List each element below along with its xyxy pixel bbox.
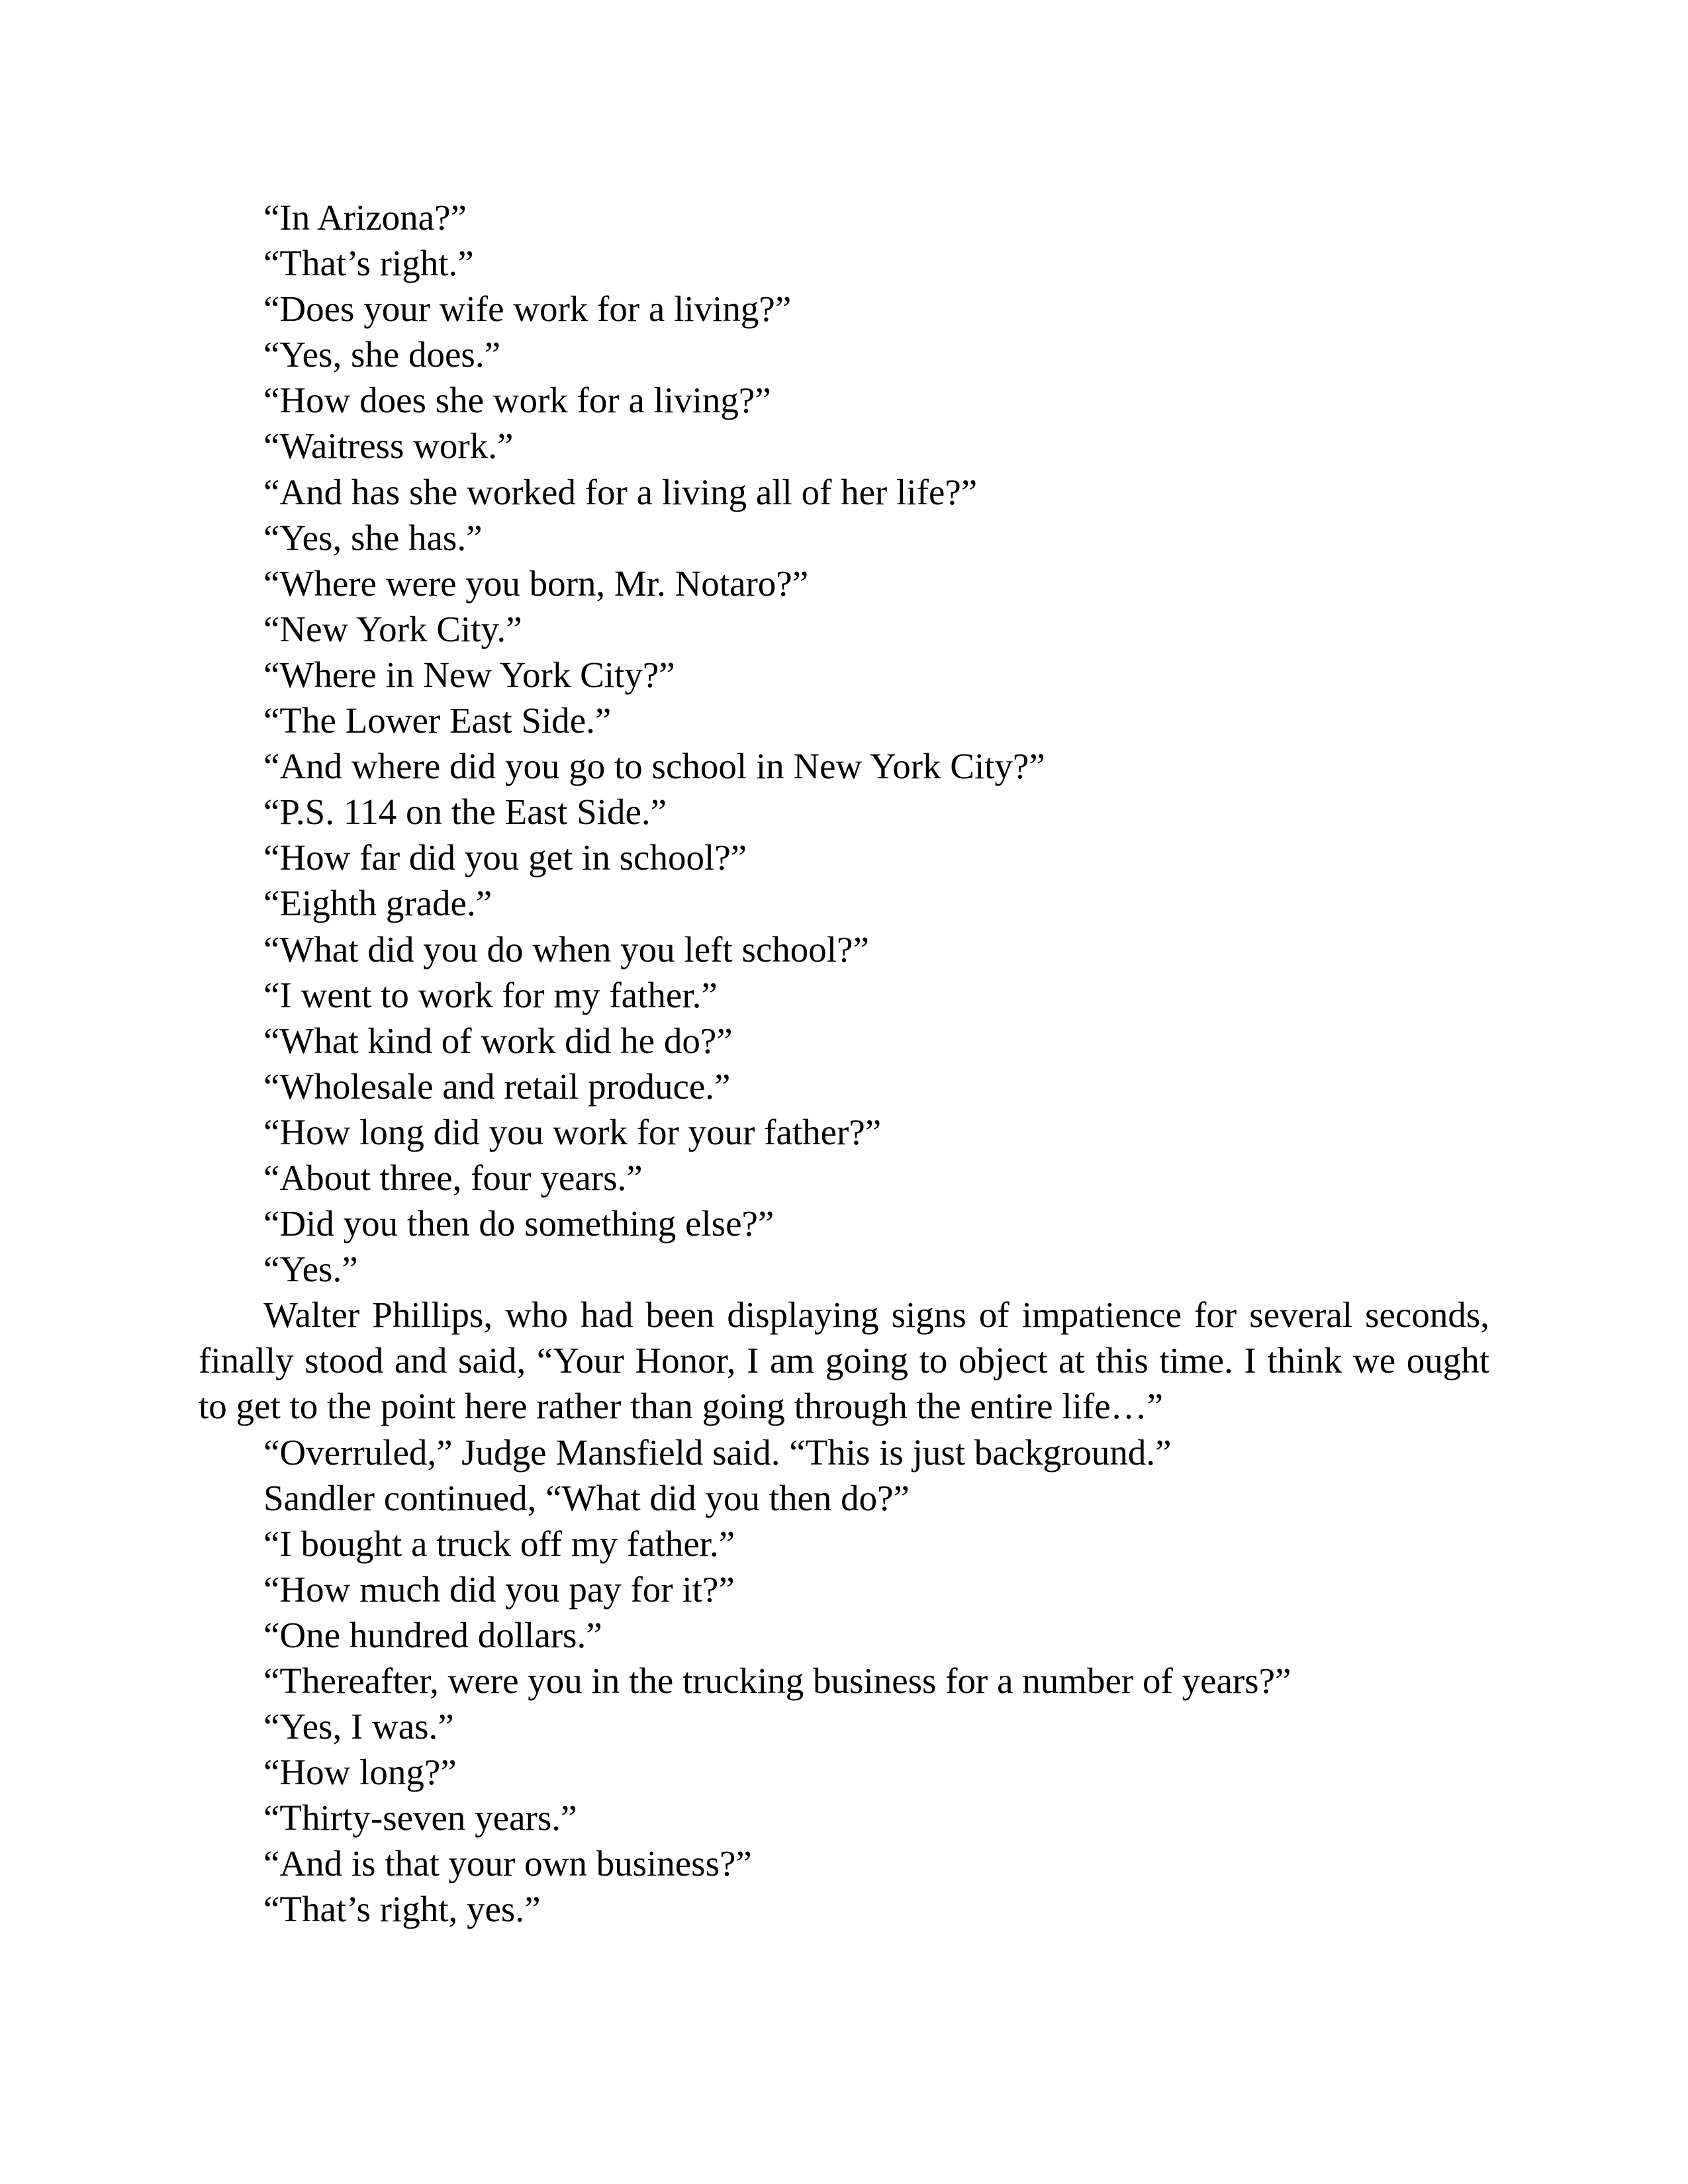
paragraph: “How much did you pay for it?” xyxy=(263,1569,735,1610)
paragraph: “Did you then do something else?” xyxy=(263,1203,774,1244)
paragraph: “What did you do when you left school?” xyxy=(263,929,869,970)
paragraph: “And has she worked for a living all of her life?” xyxy=(263,471,978,512)
paragraph: “Does your wife work for a living?” xyxy=(263,289,792,330)
paragraph: “In Arizona?” xyxy=(263,197,467,238)
paragraph: “How does she work for a living?” xyxy=(263,380,771,421)
paragraph: “Thirty-seven years.” xyxy=(263,1797,577,1839)
paragraph: “And is that your own business?” xyxy=(263,1843,752,1884)
paragraph: “One hundred dollars.” xyxy=(263,1614,602,1655)
paragraph: Walter Phillips, who had been displaying signs of impatience for several seconds, finally stood and said, “Your Honor, I am going to object at this time. I think we ought to get to the point here rather than going through the entire life…” xyxy=(199,1295,1489,1427)
paragraph: “Thereafter, were you in the trucking business for a number of years?” xyxy=(263,1661,1291,1701)
paragraph: “Overruled,” Judge Mansfield said. “This is just background.” xyxy=(263,1432,1172,1473)
paragraph: “Yes, she does.” xyxy=(263,334,500,375)
paragraph: “Eighth grade.” xyxy=(263,883,492,924)
paragraph: “Waitress work.” xyxy=(263,426,514,467)
paragraph: “Where in New York City?” xyxy=(263,654,675,695)
paragraph: “How far did you get in school?” xyxy=(263,837,747,878)
paragraph: “New York City.” xyxy=(263,608,522,649)
paragraph: “How long?” xyxy=(263,1752,457,1793)
paragraph: “P.S. 114 on the East Side.” xyxy=(263,792,667,833)
paragraph: “Wholesale and retail produce.” xyxy=(263,1066,731,1107)
paragraph: “The Lower East Side.” xyxy=(263,700,612,741)
paragraph: “That’s right.” xyxy=(263,243,474,284)
paragraph: “Yes, I was.” xyxy=(263,1706,454,1747)
paragraph: “Where were you born, Mr. Notaro?” xyxy=(263,563,809,604)
paragraph: “How long did you work for your father?” xyxy=(263,1111,882,1152)
paragraph: “About three, four years.” xyxy=(263,1157,643,1198)
paragraph: “What kind of work did he do?” xyxy=(263,1020,733,1061)
paragraph: “Yes, she has.” xyxy=(263,517,483,558)
paragraph: “That’s right, yes.” xyxy=(263,1889,541,1930)
paragraph: “I went to work for my father.” xyxy=(263,974,718,1015)
paragraph: Sandler continued, “What did you then do?” xyxy=(263,1477,910,1518)
paragraph: “I bought a truck off my father.” xyxy=(263,1523,735,1564)
paragraph: “Yes.” xyxy=(263,1249,358,1290)
paragraph: “And where did you go to school in New York City?” xyxy=(263,746,1045,787)
body-text xyxy=(199,195,1489,1933)
